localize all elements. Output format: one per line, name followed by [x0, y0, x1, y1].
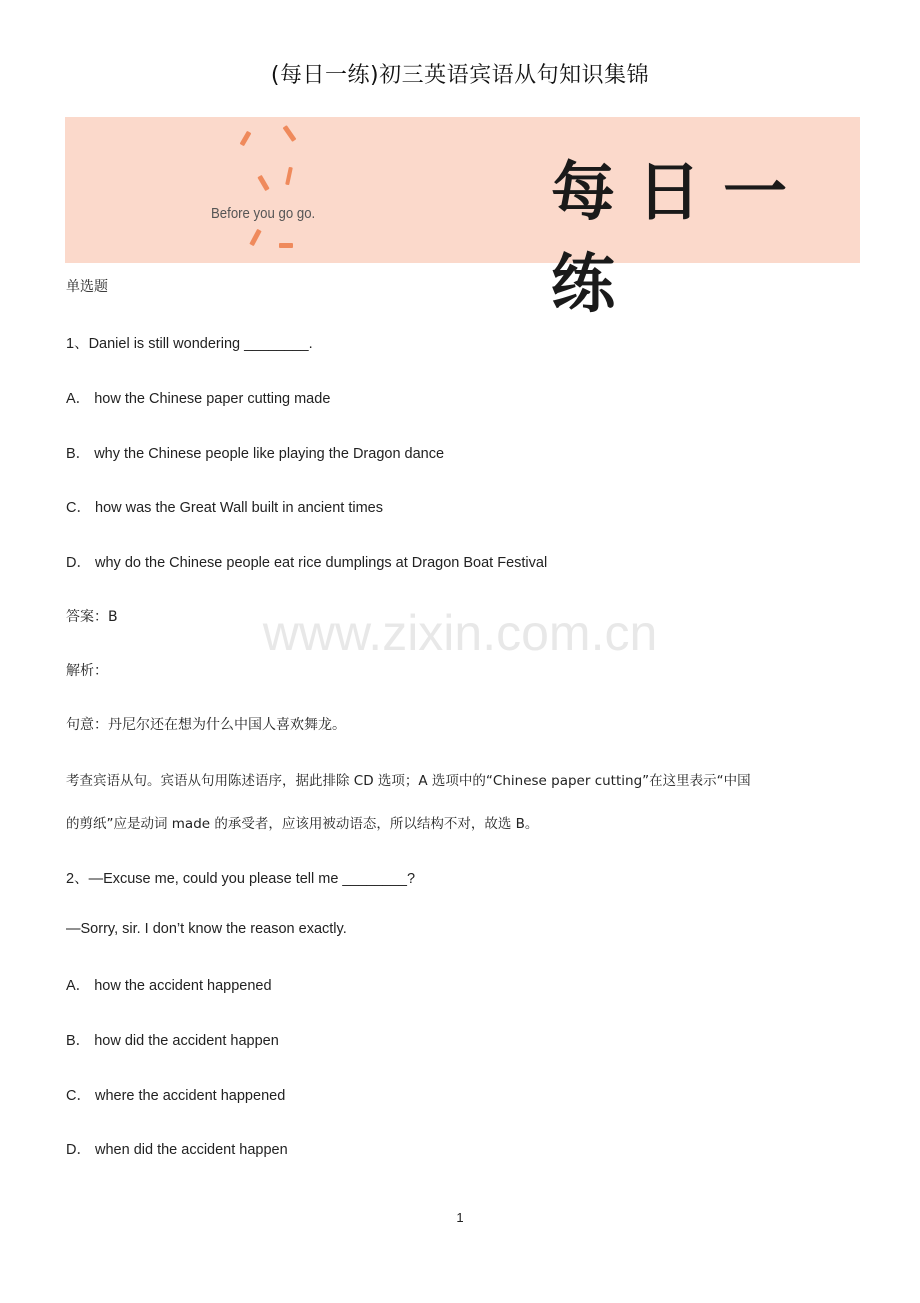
banner-decoration — [283, 125, 297, 142]
question-1-option-c: C． how was the Great Wall built in ancient times — [66, 500, 383, 516]
banner-heading: 每日一练 — [551, 156, 809, 322]
question-1-explanation-line-1: 考查宾语从句。宾语从句用陈述语序，据此排除 CD 选项；A 选项中的“Chinese paper cutting”在这里表示“中国 — [66, 773, 751, 789]
question-1-option-a: A． how the Chinese paper cutting made — [66, 391, 331, 407]
banner-decoration — [240, 131, 252, 146]
question-1-explanation-line-2: 的剪纸”应是动词 made 的承受者，应该用被动语态，所以结构不对，故选 B。 — [66, 816, 539, 832]
banner-decoration — [257, 175, 269, 191]
section-heading: 单选题 — [66, 279, 108, 295]
question-1-answer: 答案：B — [66, 609, 118, 625]
question-2-reply: —Sorry, sir. I don’t know the reason exactly. — [66, 921, 347, 937]
question-2-option-a: A． how the accident happened — [66, 978, 272, 994]
banner-decoration — [279, 243, 293, 248]
document-title: (每日一练)初三英语宾语从句知识集锦 — [270, 63, 650, 88]
question-2-option-c: C． where the accident happened — [66, 1088, 286, 1104]
question-1-meaning: 句意：丹尼尔还在想为什么中国人喜欢舞龙。 — [66, 717, 346, 733]
question-1-option-d: D． why do the Chinese people eat rice dumplings at Dragon Boat Festival — [66, 555, 548, 571]
banner-decoration — [285, 167, 293, 185]
page-number: 1 — [456, 1210, 464, 1225]
question-2-option-b: B． how did the accident happen — [66, 1033, 279, 1049]
banner-decoration — [249, 229, 261, 246]
question-2-option-d: D． when did the accident happen — [66, 1142, 288, 1158]
banner-tagline: Before you go go. — [211, 205, 316, 222]
question-1-analysis-label: 解析： — [66, 663, 108, 679]
question-1-option-b: B． why the Chinese people like playing the Dragon dance — [66, 446, 445, 462]
question-1-stem: 1、Daniel is still wondering ________. — [66, 336, 313, 352]
question-2-stem: 2、—Excuse me, could you please tell me ________? — [66, 871, 416, 887]
watermark: www.zixin.com.cn — [262, 605, 658, 661]
